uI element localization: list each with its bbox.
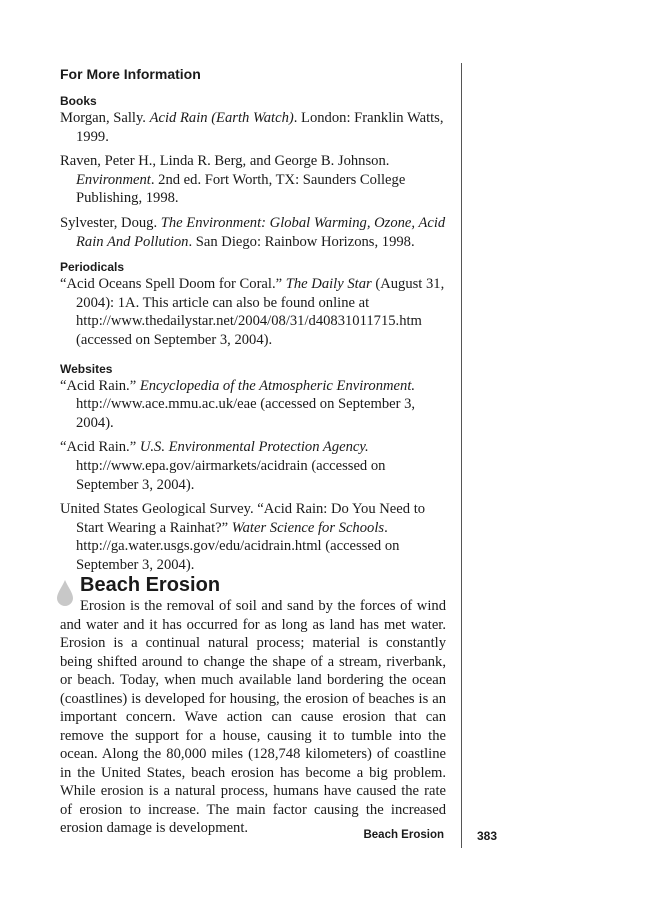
website-reference bbox=[60, 438, 446, 494]
ref-author: Morgan, Sally. bbox=[60, 110, 150, 126]
ref-title: Environment bbox=[76, 171, 151, 188]
ref-article: “Acid Rain.” bbox=[60, 377, 140, 394]
column-rule bbox=[461, 63, 462, 843]
websites-list bbox=[60, 377, 446, 575]
footer-rule bbox=[461, 826, 462, 848]
ref-title: The Daily Star bbox=[285, 276, 372, 293]
ref-article: United States Geological Survey. “Acid Rain: Do You Need to Start Wearing a Rainhat?” bbox=[60, 501, 426, 536]
section-title: Beach Erosion bbox=[80, 574, 221, 596]
website-reference bbox=[60, 377, 446, 433]
water-drop-icon bbox=[56, 579, 74, 607]
book-reference bbox=[60, 152, 446, 208]
ref-details: http://www.ace.mmu.ac.uk/eae (accessed on September 3, 2004). bbox=[76, 396, 416, 431]
websites-heading: Websites bbox=[60, 361, 113, 376]
ref-details: http://www.epa.gov/airmarkets/acidrain (accessed on September 3, 2004). bbox=[76, 457, 386, 493]
periodical-reference bbox=[60, 275, 446, 349]
ref-details: . http://ga.water.usgs.gov/edu/acidrain.html (accessed on September 3, 2004). bbox=[76, 519, 400, 573]
for-more-information-heading: For More Information bbox=[60, 66, 201, 82]
ref-author: Raven, Peter H., Linda R. Berg, and George B. Johnson. bbox=[60, 153, 390, 170]
book-reference bbox=[60, 109, 446, 146]
ref-details: . 2nd ed. Fort Worth, TX: Saunders College Publishing, 1998. bbox=[76, 171, 406, 207]
website-reference bbox=[60, 500, 446, 574]
ref-details: . London: Franklin Watts, 1999. bbox=[76, 110, 444, 145]
ref-title: Water Science for Schools bbox=[231, 519, 385, 536]
ref-title: The Environment: Global Warming, Ozone, Acid Rain And Pollution bbox=[76, 214, 446, 250]
ref-details: (August 31, 2004): 1A. This article can also be found online at http://www.thedailystar.net/2004/08/31/d40831011715.htm (accessed on September 3, 2004). bbox=[76, 276, 445, 348]
ref-title: U.S. Environmental Protection Agency. bbox=[139, 439, 369, 456]
ref-title: Acid Rain (Earth Watch) bbox=[149, 110, 294, 126]
further-reading bbox=[60, 66, 446, 582]
running-title: Beach Erosion bbox=[363, 829, 444, 841]
book-reference bbox=[60, 214, 446, 251]
section-body: Erosion is the removal of soil and sand by the forces of wind and water and it has occurred for as long as land has met water. Erosion is a continual natural process; material is constantly being shifted around to change the shape of a stream, riverbank, or beach. Today, when much available land bordering the ocean (coastlines) is developed for housing, the erosion of beaches is an important concern. Wave action can cause erosion that can remove the support for a house, causing it to tumble into the ocean. Along the 80,000 miles (128,748 kilometers) of coastline in the United States, beach erosion has become a big problem. While erosion is a natural process, humans have caused the rate of erosion to increase. The main factor causing the increased erosion damage is development. bbox=[60, 598, 446, 836]
ref-author: Sylvester, Doug. bbox=[60, 214, 161, 231]
books-heading: Books bbox=[60, 94, 97, 108]
books-list bbox=[60, 109, 446, 251]
beach-erosion-section bbox=[60, 573, 446, 838]
page-number: 383 bbox=[477, 829, 498, 843]
periodicals-list bbox=[60, 275, 446, 349]
ref-article: “Acid Rain.” bbox=[60, 439, 140, 456]
ref-article: “Acid Oceans Spell Doom for Coral.” bbox=[60, 276, 286, 293]
ref-details: . San Diego: Rainbow Horizons, 1998. bbox=[188, 233, 415, 250]
ref-title: Encyclopedia of the Atmospheric Environment. bbox=[139, 377, 416, 394]
periodicals-heading: Periodicals bbox=[60, 260, 125, 275]
